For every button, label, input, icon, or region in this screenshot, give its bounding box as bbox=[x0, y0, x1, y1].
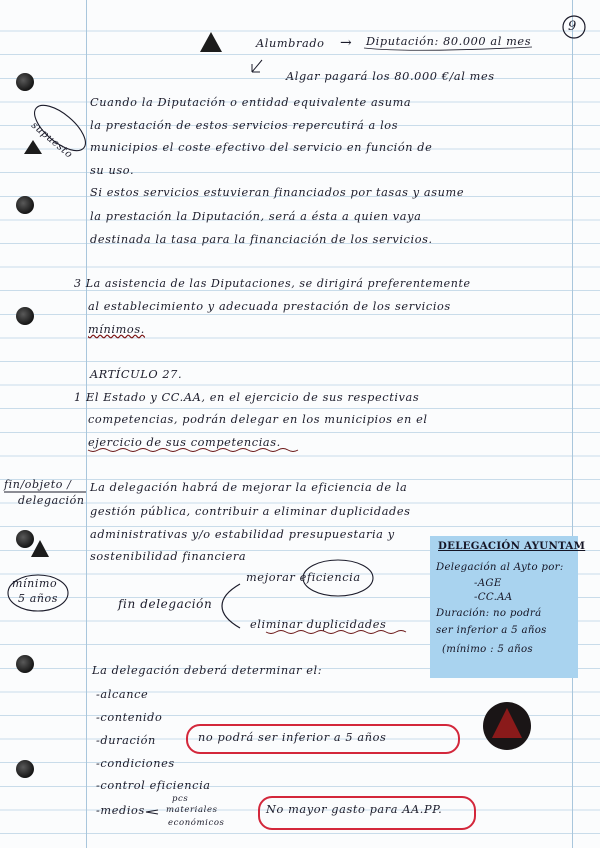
margin-note-fin-objeto: fin/objeto / bbox=[4, 478, 72, 491]
medios-sub: económicos bbox=[168, 818, 225, 828]
diagram-eliminar: eliminar duplicidades bbox=[250, 618, 387, 631]
medios-sub: pcs bbox=[172, 794, 189, 804]
body-line: ejercicio de sus competencias. bbox=[88, 436, 281, 449]
body-line: Si estos servicios estuvieran financiados por tasas y asume bbox=[90, 186, 465, 199]
list-intro: La delegación deberá determinar el: bbox=[92, 664, 323, 677]
margin-note-minimo: mínimo bbox=[12, 577, 58, 590]
top-arrow: → bbox=[340, 35, 353, 51]
list-item: -contenido bbox=[96, 711, 163, 724]
body-line: gestión pública, contribuir a eliminar duplicidades bbox=[90, 505, 411, 518]
body-line: Cuando la Diputación o entidad equivalente asuma bbox=[90, 96, 412, 109]
sticky-note-age: -AGE bbox=[474, 578, 502, 589]
body-line: la prestación de estos servicios repercutirá a los bbox=[90, 119, 399, 132]
top-algar: Algar pagará los 80.000 €/al mes bbox=[286, 70, 495, 83]
list-item: -alcance bbox=[96, 688, 149, 701]
top-diputacion: Diputación: 80.000 al mes bbox=[366, 35, 532, 48]
sticky-note-line: (mínimo : 5 años bbox=[442, 644, 533, 655]
article-heading: ARTÍCULO 27. bbox=[90, 368, 183, 381]
list-item: -control eficiencia bbox=[96, 779, 211, 792]
body-line: su uso. bbox=[90, 164, 135, 177]
body-line: mínimos. bbox=[88, 323, 145, 336]
body-line: destinada la tasa para la financiación de los servicios. bbox=[90, 233, 433, 246]
medios-sub: materiales bbox=[166, 805, 218, 815]
list-item: -duración bbox=[96, 734, 156, 747]
margin-note-delegacion: delegación bbox=[18, 494, 85, 507]
sticky-note-ccaa: -CC.AA bbox=[474, 592, 513, 603]
sticky-note-line: Delegación al Ayto por: bbox=[436, 562, 564, 573]
diagram-brace bbox=[222, 584, 240, 628]
sticky-note-title: DELEGACIÓN AYUNTAM bbox=[438, 540, 586, 552]
sticky-note-line: ser inferior a 5 años bbox=[436, 625, 547, 636]
list-item: -condiciones bbox=[96, 757, 175, 770]
top-alumbrado: Alumbrado bbox=[256, 37, 325, 50]
body-line: 3 La asistencia de las Diputaciones, se dirigirá preferentemente bbox=[74, 277, 471, 290]
diagram-mejorar: mejorar eficiencia bbox=[246, 571, 361, 584]
body-line: La delegación habrá de mejorar la eficiencia de la bbox=[90, 481, 408, 494]
body-line: sostenibilidad financiera bbox=[90, 550, 247, 563]
margin-note-5-anos: 5 años bbox=[18, 592, 59, 605]
medios-box-text: No mayor gasto para AA.PP. bbox=[266, 803, 443, 816]
body-line: municipios el coste efectivo del servicio en función de bbox=[90, 141, 433, 154]
body-line: al establecimiento y adecuada prestación de los servicios bbox=[88, 300, 451, 313]
list-item: -medios bbox=[96, 804, 145, 817]
body-line: administrativas y/o estabilidad presupuestaria y bbox=[90, 528, 395, 541]
page-number: 9 bbox=[568, 19, 577, 34]
margin-note-supuesto: supuesto bbox=[28, 120, 75, 161]
body-line: 1 El Estado y CC.AA, en el ejercicio de sus respectivas bbox=[74, 391, 420, 404]
sticky-note bbox=[430, 536, 586, 678]
body-line: competencias, podrán delegar en los municipios en el bbox=[88, 413, 428, 426]
sticky-note-line: Duración: no podrá bbox=[436, 608, 542, 619]
diagram-fin: fin delegación bbox=[118, 597, 213, 611]
duracion-box-text: no podrá ser inferior a 5 años bbox=[198, 731, 387, 744]
small-arrow bbox=[252, 60, 262, 72]
body-line: la prestación la Diputación, será a ésta a quien vaya bbox=[90, 210, 422, 223]
